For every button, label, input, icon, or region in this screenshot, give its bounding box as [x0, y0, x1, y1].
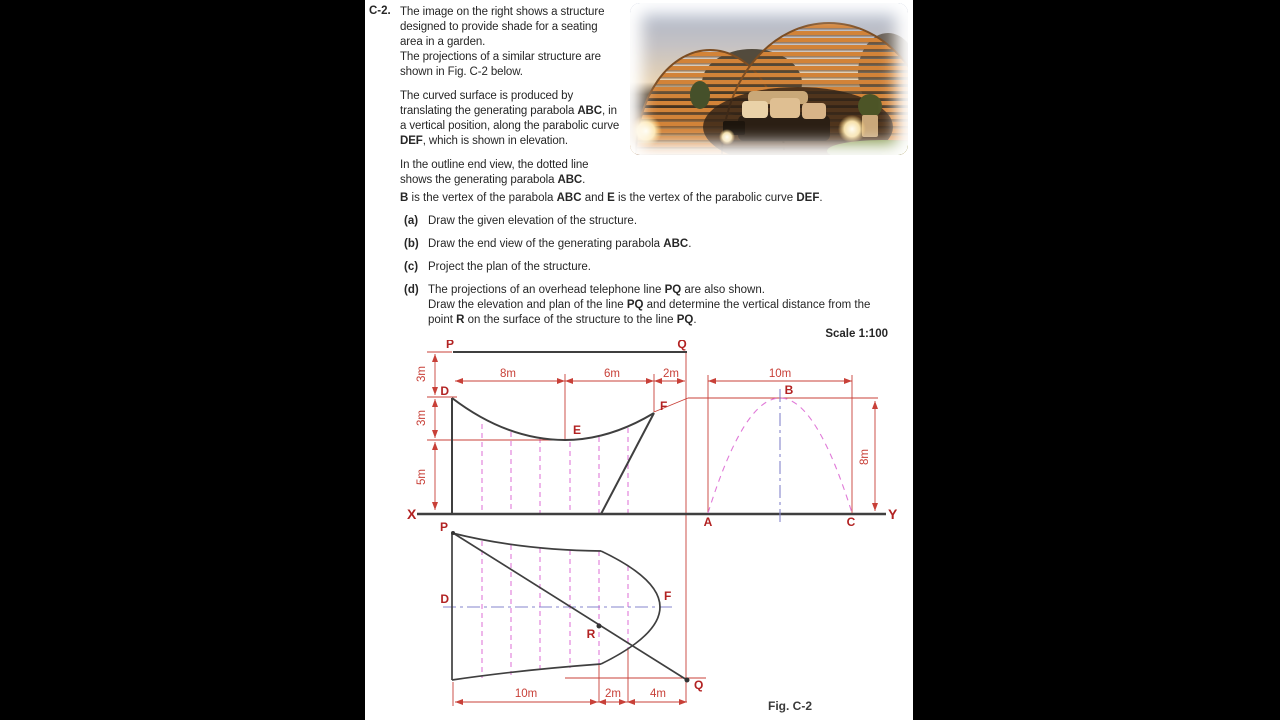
label-E-elevation: E	[572, 423, 582, 437]
label-A: A	[703, 515, 713, 529]
dim-3m-upper: 3m	[416, 366, 428, 382]
item-label: (c)	[404, 261, 419, 273]
elevation-view	[407, 340, 898, 702]
item-label: (d)	[404, 284, 419, 296]
garden-structure-photo	[630, 3, 908, 155]
document-page	[365, 0, 913, 720]
item-a	[404, 214, 890, 229]
label-Q-elevation: Q	[677, 340, 687, 351]
question-intro	[400, 5, 621, 197]
fig-c2-drawing	[365, 340, 913, 720]
item-label: (a)	[404, 215, 419, 227]
label-F-plan: F	[664, 589, 672, 603]
item-d	[404, 283, 890, 328]
label-C: C	[846, 515, 856, 529]
dim-2m-plan: 2m	[605, 688, 621, 700]
paragraph: The image on the right shows a structure designed to provide shade for a seating area in a garden.	[400, 6, 605, 48]
paragraph: The curved surface is produced by translating the generating parabola ABC, in a vertical position, along the parabolic curve DEF, which is shown in elevation.	[400, 90, 620, 147]
paragraph: The projections of a similar structure are shown in Fig. C-2 below.	[400, 51, 601, 78]
dim-10m-endview: 10m	[768, 368, 792, 380]
question-items	[404, 214, 890, 336]
dim-8m-endview: 8m	[859, 449, 871, 465]
dim-8m-top: 8m	[500, 368, 516, 380]
item-text: Draw the given elevation of the structure.	[428, 215, 638, 227]
label-X-axis: X	[407, 506, 417, 522]
dim-4m-plan: 4m	[650, 688, 666, 700]
item-text: Draw the end view of the generating parabola ABC.	[428, 238, 692, 250]
photo-illustration	[630, 3, 908, 155]
label-D-plan: D	[440, 592, 449, 606]
end-view	[688, 368, 878, 529]
item-text: Project the plan of the structure.	[428, 261, 592, 273]
item-text: The projections of an overhead telephone line PQ are also shown. Draw the elevation and plan of the line PQ and determine the vertical distance from the point R on the surface of the structure to the line PQ.	[428, 284, 871, 326]
figure-caption: Fig. C-2	[768, 699, 812, 713]
dim-5m: 5m	[416, 469, 428, 485]
label-Y-axis: Y	[888, 506, 898, 522]
label-P-elevation: P	[445, 340, 455, 351]
plan-view	[440, 520, 706, 706]
dim-6m-top: 6m	[604, 368, 620, 380]
item-label: (b)	[404, 238, 419, 250]
label-B: B	[784, 383, 794, 397]
paragraph: In the outline end view, the dotted line shows the generating parabola ABC.	[400, 159, 589, 186]
label-Q-plan: Q	[694, 678, 704, 692]
dim-3m-lower: 3m	[416, 410, 428, 426]
question-number: C-2.	[369, 5, 391, 17]
label-F-elevation: F	[660, 399, 668, 413]
scale-note: Scale 1:100	[825, 328, 888, 340]
item-b	[404, 237, 890, 252]
label-P-plan: P	[439, 520, 449, 534]
label-R-plan: R	[586, 627, 596, 641]
vertex-note: B is the vertex of the parabola ABC and E is the vertex of the parabolic curve DEF.	[400, 192, 823, 204]
dim-2m-top: 2m	[663, 368, 679, 380]
label-D-elevation: D	[440, 384, 449, 398]
item-c	[404, 260, 890, 275]
dim-10m-plan: 10m	[514, 688, 538, 700]
